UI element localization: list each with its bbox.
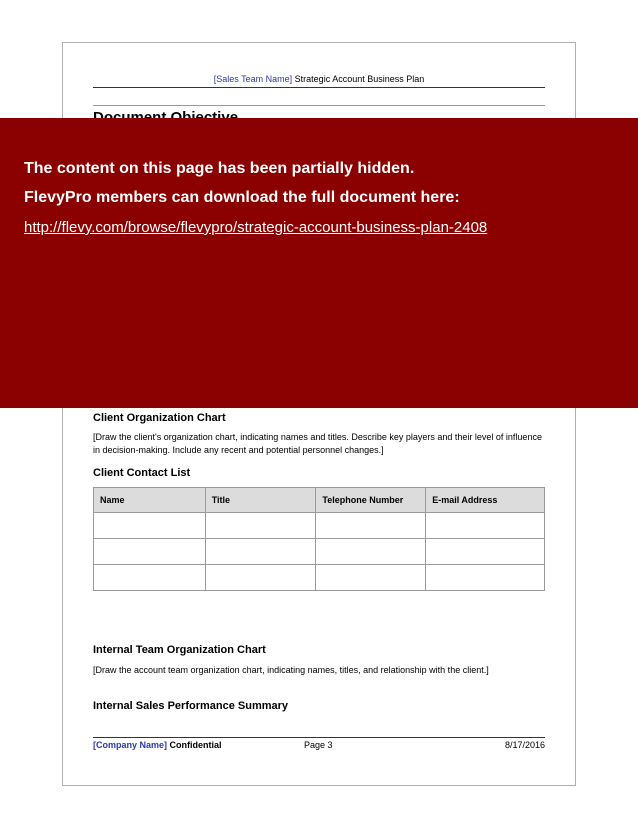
table-cell[interactable]	[316, 565, 426, 591]
footer-company-name: Company Name	[96, 740, 165, 750]
footer-confidential-label: Confidential	[169, 740, 222, 750]
overlay-message: The content on this page has been partially hidden.	[24, 160, 415, 177]
table-row	[94, 539, 545, 565]
table-cell[interactable]	[426, 565, 545, 591]
table-row	[94, 565, 545, 591]
table-cell[interactable]	[205, 565, 316, 591]
internal-org-title: Internal Team Organization Chart	[93, 644, 266, 656]
header-doc-title: Strategic Account Business Plan	[294, 74, 425, 84]
internal-perf-title: Internal Sales Performance Summary	[93, 700, 289, 712]
table-cell[interactable]	[205, 513, 316, 539]
table-cell[interactable]	[426, 539, 545, 565]
column-header-title: Title	[205, 488, 316, 513]
overlay-download-prompt: FlevyPro members can download the full document here:	[24, 189, 460, 206]
table-cell[interactable]	[205, 539, 316, 565]
footer-confidential	[93, 740, 222, 750]
overlay-download-link[interactable]: http://flevy.com/browse/flevypro/strategic-account-business-plan-2408	[24, 219, 488, 236]
table-cell[interactable]	[316, 539, 426, 565]
contact-list-title: Client Contact List	[93, 467, 191, 479]
table-row	[94, 513, 545, 539]
internal-org-text: [Draw the account team organization chart, indicating names, titles, and relationship with the client.]	[93, 665, 489, 675]
hidden-content-overlay	[0, 118, 638, 408]
table-cell[interactable]	[94, 539, 206, 565]
column-header-name: Name	[94, 488, 206, 513]
contact-table-header	[94, 488, 545, 513]
client-org-title: Client Organization Chart	[93, 412, 226, 424]
column-header-telephone: Telephone Number	[316, 488, 426, 513]
objective-rule	[93, 105, 545, 106]
header-team-name: Sales Team Name	[216, 74, 290, 84]
table-cell[interactable]	[94, 565, 206, 591]
footer-bracket-close: ]	[164, 740, 168, 750]
client-org-text: [Draw the client's organization chart, indicating names and titles. Describe key players and their level of influence in decision-making. Include any recent and potential personnel changes.]	[93, 432, 542, 455]
header-bracket-open: [	[213, 74, 217, 84]
table-cell[interactable]	[426, 513, 545, 539]
table-cell[interactable]	[94, 513, 206, 539]
table-cell[interactable]	[316, 513, 426, 539]
footer-bracket-open: [	[93, 740, 96, 750]
header-bracket-close: ]	[289, 74, 293, 84]
footer-date: 8/17/2016	[504, 740, 545, 750]
footer-page-number: Page 3	[304, 740, 333, 750]
page-header	[93, 73, 545, 85]
contact-table	[93, 487, 545, 591]
header-rule	[93, 87, 545, 88]
column-header-email: E-mail Address	[426, 488, 545, 513]
footer-rule	[93, 737, 545, 738]
